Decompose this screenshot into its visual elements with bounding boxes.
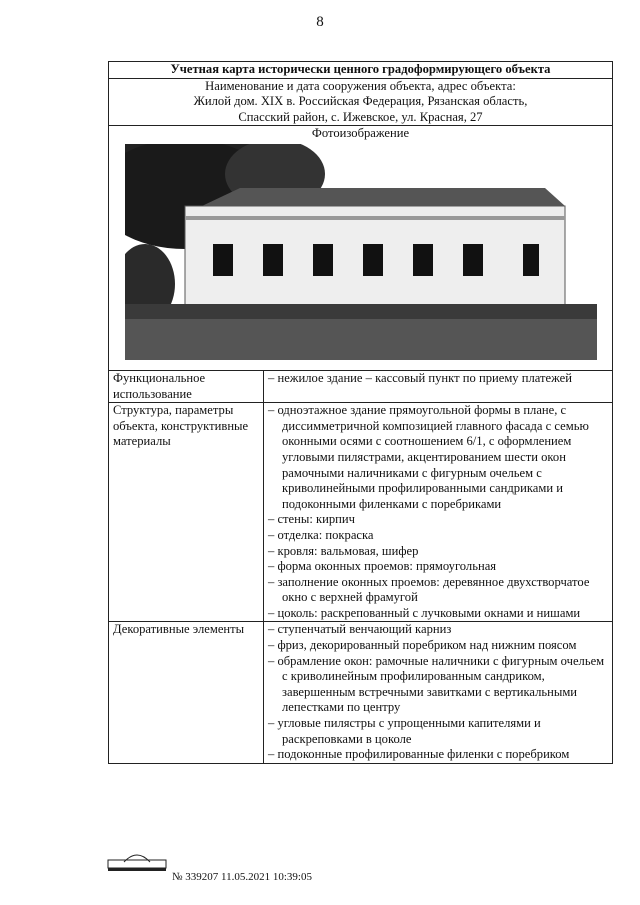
name-line-2: Спасский район, с. Ижевское, ул. Красная, 27 xyxy=(238,109,483,124)
table-row xyxy=(109,622,613,763)
record-card-table xyxy=(108,61,613,764)
list-item: – отделка: покраска xyxy=(268,528,608,544)
list-item: – заполнение оконных проемов: деревянное двухстворчатое окно с верхней фрамугой xyxy=(268,575,608,606)
row-label: Декоративные элементы xyxy=(109,622,264,763)
name-line-1: Жилой дом. XIX в. Российская Федерация, Рязанская область, xyxy=(193,94,528,109)
list-item: – одноэтажное здание прямоугольной формы в плане, с диссимметричной композицией главного фасада с семью оконными осями с соотношением 6/1, с оформлением угловыми пилястрами, акцентированием шести окон рамочными наличниками с фигурным очельем с криволинейными профилированными сандриками и подоконными филенками с поребриками xyxy=(268,403,608,512)
table-row xyxy=(109,370,613,402)
list-item: – стены: кирпич xyxy=(268,512,608,528)
table-row xyxy=(109,403,613,622)
list-item: – обрамление окон: рамочные наличники с фигурным очельем с криволинейным профилированным сандриком, завершенным встречными завитками с вертикальными лепестками по центру xyxy=(268,654,608,716)
row-label: Структура, параметры объекта, конструктивные материалы xyxy=(109,403,264,622)
list-item: – фриз, декорированный поребриком над нижним поясом xyxy=(268,638,608,654)
list-item: – ступенчатый венчающий карниз xyxy=(268,622,608,638)
name-label: Наименование и дата сооружения объекта, адрес объекта: xyxy=(205,78,516,93)
card-title: Учетная карта исторически ценного градоформирующего объекта xyxy=(109,62,613,79)
list-item: – нежилое здание – кассовый пункт по приему платежей xyxy=(268,371,608,387)
photo-label: Фотоизображение xyxy=(311,126,410,141)
row-label: Функциональное использование xyxy=(109,370,264,402)
page-number: 8 xyxy=(316,14,324,30)
office-logo-icon xyxy=(106,850,168,872)
document-stamp: № 339207 11.05.2021 10:39:05 xyxy=(172,871,312,883)
list-item: – подоконные профилированные филенки с поребриком xyxy=(268,747,608,763)
list-item: – цоколь: раскрепованный с лучковыми окнами и нишами xyxy=(268,606,608,622)
object-name-cell xyxy=(109,78,613,126)
list-item: – форма оконных проемов: прямоугольная xyxy=(268,559,608,575)
list-item: – кровля: вальмовая, шифер xyxy=(268,544,608,560)
building-photo xyxy=(125,144,597,360)
list-item: – угловые пилястры с упрощенными капителями и раскреповками в цоколе xyxy=(268,716,608,747)
photo-cell xyxy=(109,126,613,371)
